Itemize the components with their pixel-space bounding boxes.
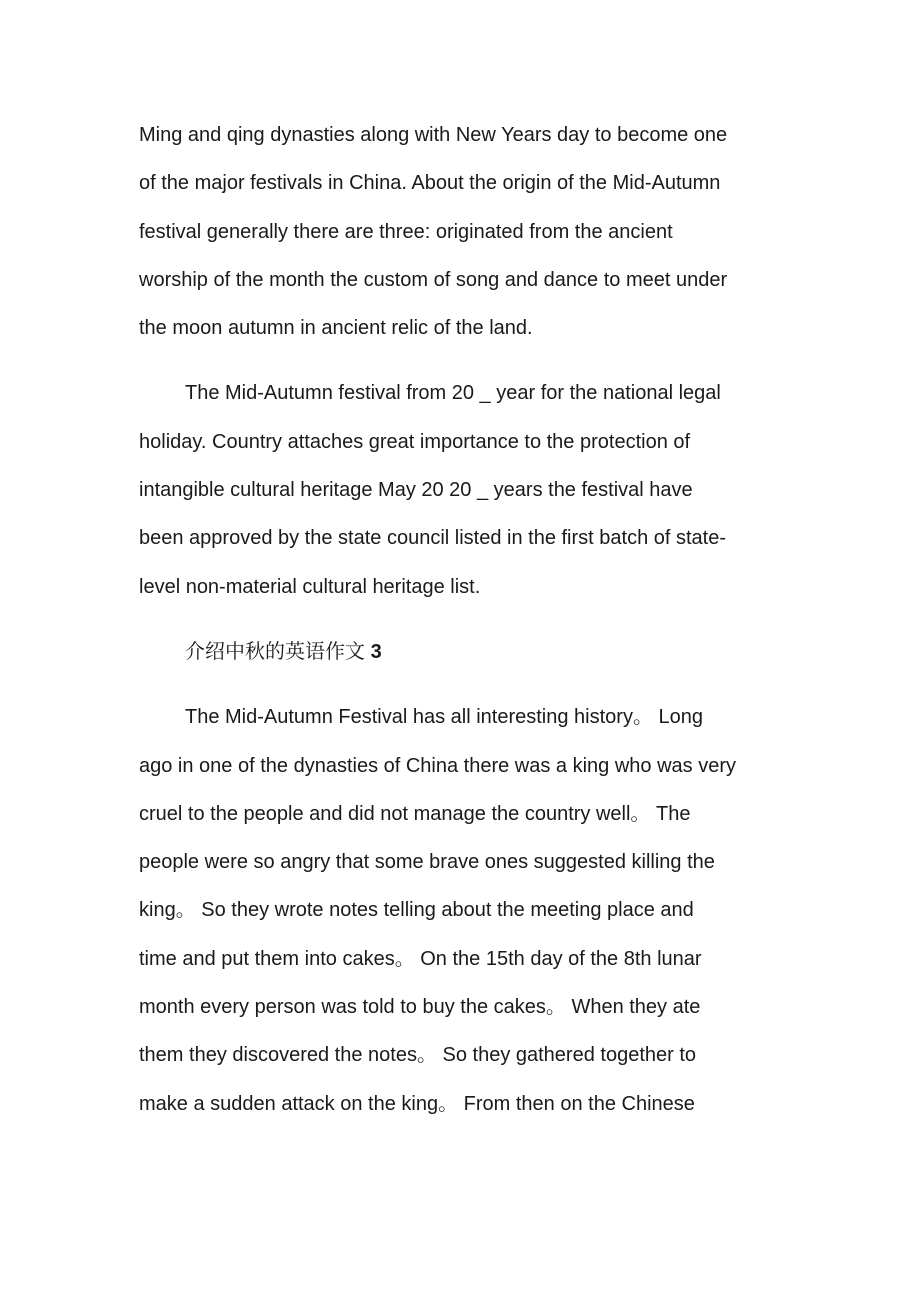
text-line: level non-material cultural heritage list. [139, 575, 481, 598]
text-line: been approved by the state council listed in the first batch of state- [139, 527, 727, 550]
text-line: The Mid-Autumn festival from 20 _ year for the national legal [185, 382, 721, 405]
paragraph-history [139, 693, 789, 1128]
text-line: them they discovered the notes。 So they gathered together to [139, 1044, 697, 1067]
text-line: people were so angry that some brave ones suggested killing the [139, 851, 715, 874]
text-line: time and put them into cakes。 On the 15th day of the 8th lunar [139, 947, 702, 970]
text-line: intangible cultural heritage May 20 20 _ years the festival have [139, 479, 693, 502]
text-line: worship of the month the custom of song and dance to meet under [139, 268, 728, 291]
text-line: Ming and qing dynasties along with New Years day to become one [139, 124, 728, 146]
text-line: The Mid-Autumn Festival has all interesting history。 Long [185, 706, 704, 729]
text-line: ago in one of the dynasties of China there was a king who was very [139, 754, 737, 777]
text-line: festival generally there are three: originated from the ancient [139, 220, 673, 243]
section-heading-text: 介绍中秋的英语作文 [185, 640, 365, 663]
text-line: of the major festivals in China. About the origin of the Mid-Autumn [139, 172, 721, 195]
paragraph-legal-holiday [139, 369, 789, 610]
text-line: month every person was told to buy the cakes。 When they ate [139, 996, 701, 1019]
section-heading-number: 3 [370, 640, 382, 663]
text-line: make a sudden attack on the king。 From then on the Chinese [139, 1092, 695, 1115]
text-line: king。 So they wrote notes telling about the meeting place and [139, 899, 694, 922]
section-heading [139, 628, 789, 676]
document-page [139, 111, 789, 1145]
text-line: the moon autumn in ancient relic of the land. [139, 317, 533, 340]
text-line: holiday. Country attaches great importance to the protection of [139, 430, 691, 453]
text-line: cruel to the people and did not manage the country well。 The [139, 802, 691, 825]
paragraph-origin [139, 111, 789, 352]
